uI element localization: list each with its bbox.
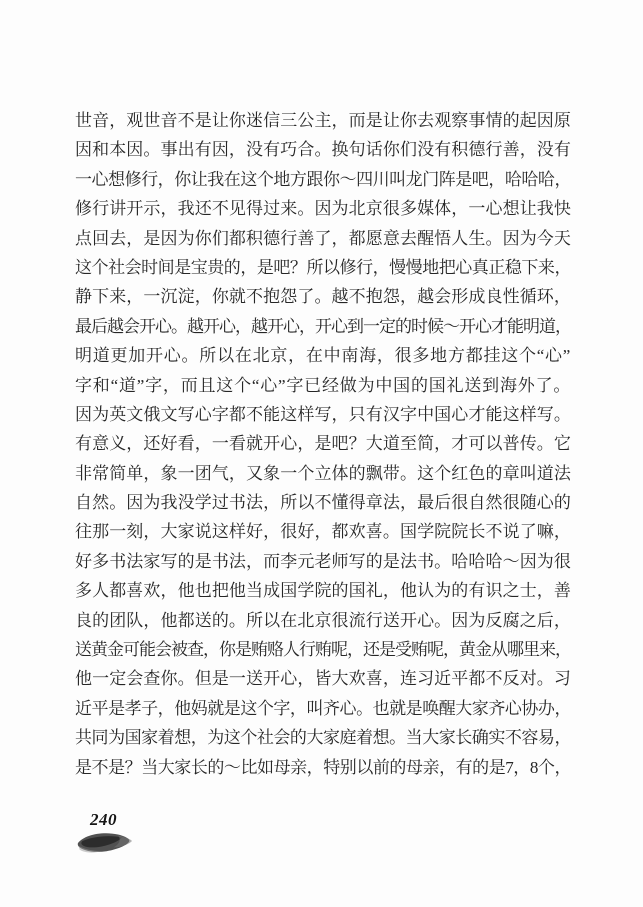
text-line-content: 这个社会时间是宝贵的，是吧？所以修行，慢慢地把心真正稳下来， [75, 257, 571, 277]
text-line-content: 静下来，一沉淀，你就不抱怨了。越不抱怨，越会形成良性循环， [75, 287, 571, 307]
text-line-content: 好多书法家写的是书法，而李元老师写的是法书。哈哈哈～因为很 [75, 551, 571, 571]
text-line-content: 自然。因为我没学过书法，所以不懂得章法，最后很自然很随心的 [75, 493, 571, 513]
text-line-content: 最后越会开心。越开心，越开心，开心到一定的时候～开心才能明道， [75, 316, 571, 336]
text-line [75, 517, 571, 546]
text-line [75, 576, 571, 605]
text-line-content: 字和“道”字，而且这个“心”字已经做为中国的国礼送到海外了。 [75, 375, 572, 395]
text-line [75, 282, 571, 311]
text-line [75, 459, 571, 488]
text-line [75, 165, 571, 194]
text-line-content: 近平是孝子，他妈就是这个字，叫齐心。也就是唤醒大家齐心协办， [75, 698, 571, 718]
text-line [75, 135, 571, 164]
body-text-block [75, 106, 571, 782]
text-line [75, 253, 571, 282]
text-line-content: 因为英文俄文写心字都不能这样写，只有汉字中国心才能这样写。 [75, 404, 571, 424]
text-line [75, 753, 571, 782]
text-line [75, 694, 571, 723]
text-line [75, 488, 571, 517]
text-line [75, 400, 571, 429]
text-line-content: 良的团队，他都送的。所以在北京很流行送开心。因为反腐之后， [75, 610, 571, 630]
text-line-content: 点回去，是因为你们都积德行善了，都愿意去醒悟人生。因为今天 [75, 228, 571, 248]
page-number: 240 [90, 810, 117, 829]
text-line-content: 多人都喜欢，他也把他当成国学院的国礼，他认为的有识之士，善 [75, 581, 571, 601]
text-line [75, 312, 571, 341]
text-line-content: 明道更加开心。所以在北京，在中南海，很多地方都挂这个“心” [75, 346, 572, 366]
text-line-content: 修行讲开示，我还不见得过来。因为北京很多媒体，一心想让我快 [75, 199, 571, 219]
text-line-content: 往那一刻，大家说这样好，很好，都欢喜。国学院院长不说了嘛， [75, 522, 571, 542]
text-line [75, 224, 571, 253]
text-line-content: 是不是？当大家长的～比如母亲，特别以前的母亲，有的是7，8个， [75, 757, 571, 777]
text-line-content: 非常简单，象一团气，又象一个立体的飘带。这个红色的章叫道法 [75, 463, 571, 483]
text-line-content: 世音，观世音不是让你迷信三公主，而是让你去观察事情的起因原 [75, 111, 571, 130]
text-line-content: 一心想修行，你让我在这个地方跟你～四川叫龙门阵是吧，哈哈哈， [75, 169, 571, 189]
text-line-content: 他一定会查你。但是一送开心，皆大欢喜，连习近平都不反对。习 [75, 669, 571, 689]
text-line [75, 341, 571, 370]
ink-brush-smudge-icon [75, 828, 135, 855]
text-line-content: 有意义，还好看，一看就开心，是吧？大道至简，才可以普传。它 [75, 434, 571, 454]
page-footer [0, 806, 200, 876]
text-line [75, 664, 571, 693]
text-line [75, 635, 571, 664]
text-line-content: 送黄金可能会被查，你是贿赂人行贿呢，还是受贿呢，黄金从哪里来， [75, 640, 571, 660]
text-line [75, 547, 571, 576]
text-line [75, 106, 571, 135]
text-line [75, 194, 571, 223]
text-line [75, 429, 571, 458]
text-line-content: 因和本因。事出有因，没有巧合。换句话你们没有积德行善，没有 [75, 140, 571, 160]
text-line [75, 371, 571, 400]
text-line [75, 723, 571, 752]
text-line [75, 606, 571, 635]
text-line-content: 共同为国家着想，为这个社会的大家庭着想。当大家长确实不容易， [75, 728, 571, 748]
